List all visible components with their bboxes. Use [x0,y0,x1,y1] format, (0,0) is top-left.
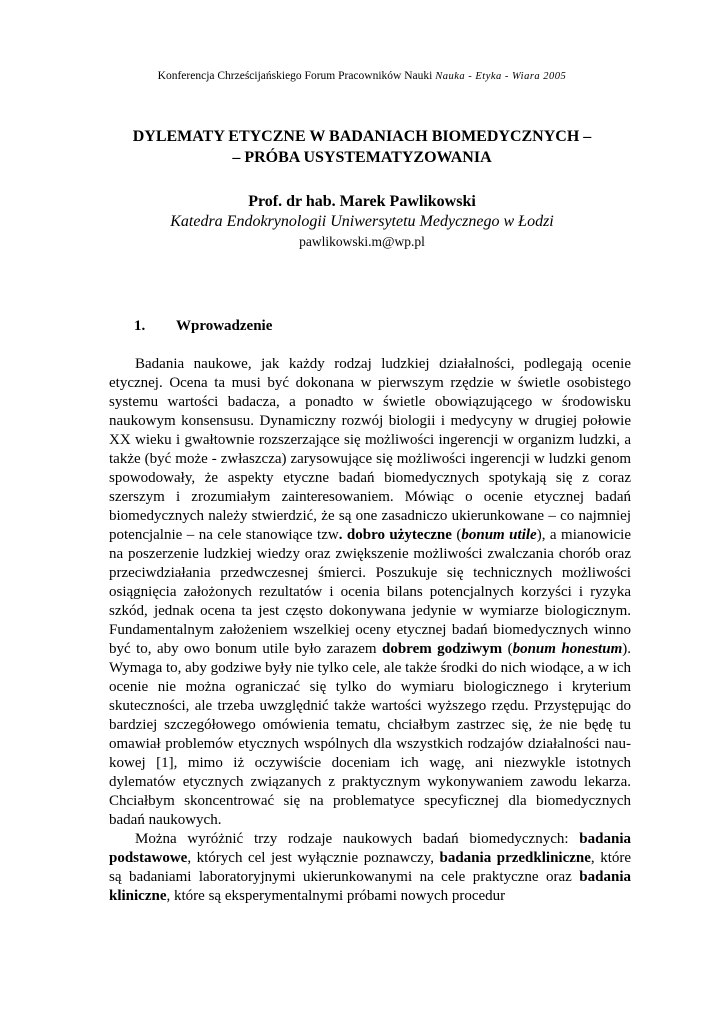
paragraph-2 [109,830,631,906]
section-title: Wprowadzenie [176,318,273,334]
section-number: 1. [134,318,146,334]
text-run: , które są eksperymentalnymi próbami nowych procedur [166,888,506,904]
section-heading [134,318,272,335]
bold-term: badania podstawowe [109,831,631,866]
text-run: , które są badaniami laboratoryjnymi ukierunkowanymi na cele praktyczne oraz [109,850,632,885]
author-email: pawlikowski.m@wp.pl [299,234,425,249]
text-run: ), a mianowicie na poszerzenie ludzkiej wiedzy oraz zwiększenie możliwości zwalczania chorób oraz przeciwdziałania przedwczesnej śmierci. Poszukuje się technicznych możliwości osiągnięcia założonych rezultatów i ocenia bilans potencjalnych korzyści i ryzyka szkód, jednak ocena ta jest często dokonywana jedynie w wymiarze biologicznym. Fundamentalnym założeniem wszelkiej oceny etycznej badań biomedycznych winno być to, aby owo bonum utile było zarazem [109,527,631,657]
bold-term: . dobro użyteczne [338,527,452,543]
title-line-2: – PRÓBA USYSTEMATYZOWANIA [232,149,492,166]
body-text [109,355,631,906]
text-run: , których cel jest wyłącznie poznawczy, [187,850,440,866]
paragraph-1 [109,355,631,830]
running-header [0,70,724,82]
latin-term: bonum utile [461,527,537,543]
latin-term: bonum honestum [512,641,623,657]
text-run: ( [502,641,513,657]
bold-term: dobrem godziwym [382,641,503,657]
author-name: Prof. dr hab. Marek Pawlikowski [248,193,476,210]
text-run: ( [451,527,462,543]
conference-name: Konferencja Chrześcijańskiego Forum Pracowników Nauki [157,70,433,82]
conference-series: Nauka - Etyka - Wiara 2005 [435,71,567,82]
title-line-1: DYLEMATY ETYCZNE W BADANIACH BIOMEDYCZNYCH – [132,128,592,145]
paper-title [70,126,654,168]
text-run: ). Wymaga to, aby godziwe były nie tylko cele, ale także środki do nich wiodące, a w ich ocenie nie można ograniczać się tylko do wymiaru biologicznego i kryterium skuteczności, ale trzeba uwzględnić także wartości wyższego rzędu. Przystępując do bardziej szczegółowego omówienia tematu, chciałbym zastrzec się, że nie będę tu omawiał problemów etycznych wspólnych dla wszystkich rodzajów działalności nau-kowej [1], mimo iż oczywiście doceniam ich wagę, ani niezwykle istotnych dylematów etycznych związanych z praktycznym wykonywaniem zawodu lekarza. Chciałbym skoncentrować się na problematyce specyficznej dla biomedycznych badań naukowych. [109,641,631,828]
bold-term: badania kliniczne [109,869,631,904]
author-affiliation: Katedra Endokrynologii Uniwersytetu Medycznego w Łodzi [170,213,554,230]
text-run: Badania naukowe, jak każdy rodzaj ludzkiej działalności, podlegają ocenie etycznej. Ocena ta musi być dokonana w pierwszym rzędzie w świetle osobistego systemu wartości badacza, a ponadto w świetle obowiązującego w środowisku naukowym konsensusu. Dynamiczny rozwój biologii i medycyny w drugiej połowie XX wieku i gwałtownie rozszerzające się możliwości ingerencji w organizm ludzki, a także (być może - zwłaszcza) zarysowujące się możliwości ingerencji w ludzki genom spowodowały, że aspekty etyczne badań biomedycznych spotykają się z coraz szerszym i zrozumiałym zainteresowaniem. Mówiąc o ocenie etycznej badań biomedycznych należy stwierdzić, że są one zasadniczo ukierunkowane – co najmniej potencjalnie – na cele stanowiące tzw [109,356,631,543]
bold-term: badania przedkliniczne [439,850,591,866]
text-run: Można wyróżnić trzy rodzaje naukowych badań biomedycznych: [135,831,580,847]
